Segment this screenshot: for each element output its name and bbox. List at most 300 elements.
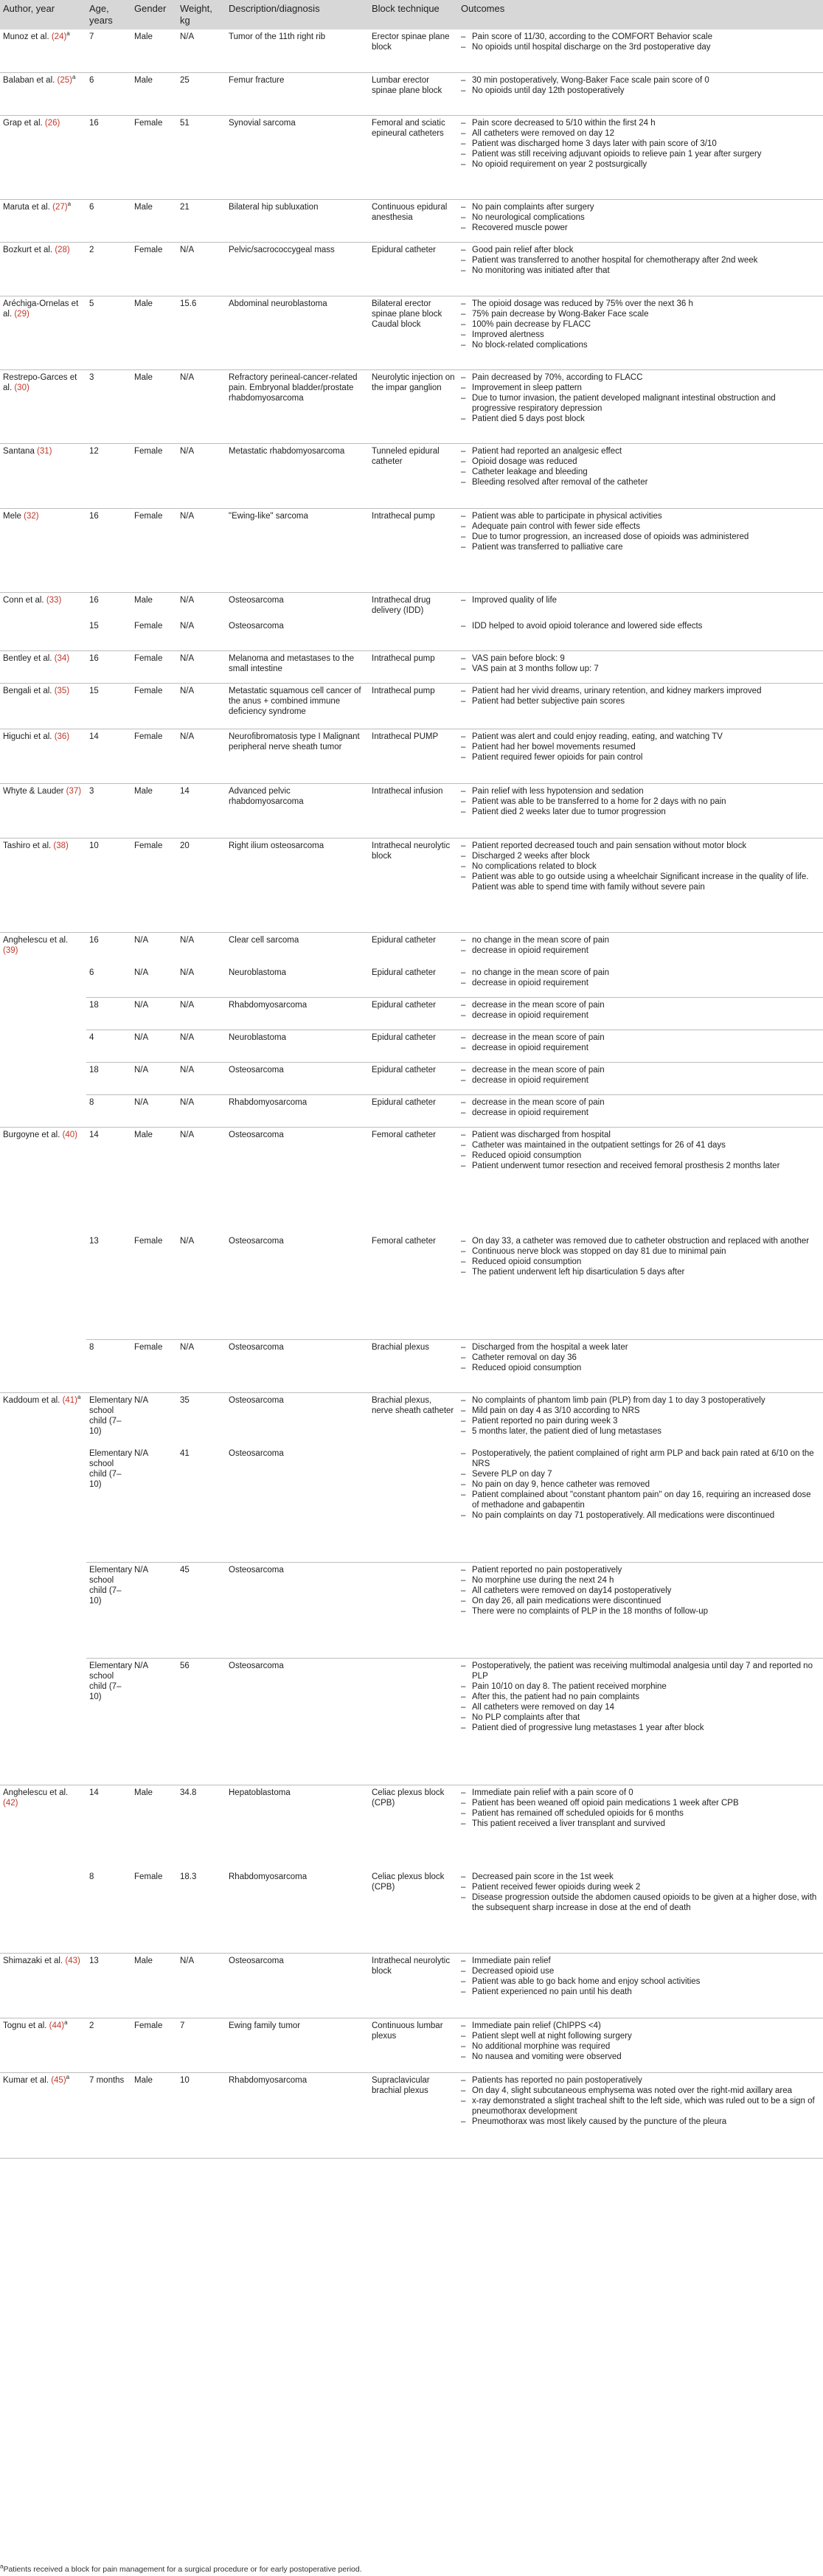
footnote-marker: a: [64, 2018, 68, 2026]
block-technique-cell: Epidural catheter: [372, 968, 436, 977]
outcomes-list: [461, 511, 820, 552]
table-row: [0, 1785, 823, 1869]
outcomes-list: [461, 1448, 820, 1521]
author-cell: [0, 115, 86, 199]
reference-link[interactable]: (28): [55, 245, 70, 254]
author-cell: [0, 2072, 86, 2158]
age-cell: 14: [89, 1788, 99, 1797]
outcomes-cell: [458, 1094, 823, 1127]
gender-cell: Female: [134, 245, 163, 254]
outcomes-list: [461, 245, 820, 276]
table-row: [0, 1445, 823, 1562]
table-row: [0, 1062, 823, 1094]
age-cell: 16: [89, 595, 99, 605]
outcome-item: – Continuous nerve block was stopped on day 81 due to minimal pain: [461, 1246, 820, 1257]
outcome-item: – Reduced opioid consumption: [461, 1363, 820, 1373]
reference-link[interactable]: (31): [37, 446, 52, 456]
diagnosis-cell: "Ewing-like" sarcoma: [229, 511, 308, 521]
weight-cell: N/A: [180, 595, 195, 605]
outcomes-cell: [458, 1869, 823, 1953]
block-technique-cell: Celiac plexus block (CPB): [372, 1872, 445, 1892]
reference-link[interactable]: (30): [14, 383, 29, 392]
outcomes-list: [461, 446, 820, 487]
outcome-item: – No complications related to block: [461, 861, 820, 872]
outcome-item: – No opioids until day 12th postoperatively: [461, 86, 820, 96]
gender-cell: Male: [134, 372, 153, 382]
age-cell: 2: [89, 2021, 94, 2030]
table-row: [0, 443, 823, 508]
outcome-item: – Patient reported decreased touch and pain sensation without motor block: [461, 841, 820, 851]
outcomes-cell: [458, 1030, 823, 1062]
outcomes-list: [461, 841, 820, 892]
gender-cell: Male: [134, 2075, 153, 2085]
block-technique-cell: Femoral and sciatic epineural catheters: [372, 118, 445, 138]
outcomes-list: [461, 1565, 820, 1617]
outcomes-cell: [458, 2018, 823, 2072]
gender-cell: N/A: [134, 935, 149, 945]
outcome-item: – No opioid requirement on year 2 postsurgically: [461, 159, 820, 170]
outcomes-list: [461, 75, 820, 96]
table-row: [0, 1562, 823, 1658]
outcomes-list: [461, 1661, 820, 1733]
outcomes-list: [461, 935, 820, 956]
outcomes-cell: [458, 592, 823, 618]
table-row: [0, 1094, 823, 1127]
block-technique-cell: Intrathecal infusion: [372, 786, 443, 796]
block-technique-cell: [369, 1562, 458, 1658]
diagnosis-cell: Neurofibromatosis type I Malignant peripheral nerve sheath tumor: [229, 732, 360, 751]
author-cell: [0, 932, 86, 1127]
reference-link[interactable]: (33): [46, 595, 62, 605]
author-name: Kumar et al.: [3, 2075, 52, 2085]
diagnosis-cell: Rhabdomyosarcoma: [229, 1000, 308, 1010]
age-cell: 6: [89, 75, 94, 85]
outcome-item: – decrease in opioid requirement: [461, 945, 820, 956]
age-cell: Elementary school child (7–10): [89, 1565, 133, 1605]
diagnosis-cell: Neuroblastoma: [229, 1032, 286, 1042]
outcome-item: – Patient reported no pain during week 3: [461, 1416, 820, 1426]
outcomes-cell: [458, 369, 823, 443]
weight-cell: N/A: [180, 511, 195, 521]
reference-link[interactable]: (34): [54, 653, 70, 663]
age-cell: 10: [89, 841, 99, 850]
gender-cell: Male: [134, 1956, 153, 1965]
gender-cell: Male: [134, 595, 153, 605]
outcomes-list: [461, 202, 820, 233]
outcome-item: – Patient died 5 days post block: [461, 414, 820, 424]
outcomes-list: [461, 1000, 820, 1021]
outcomes-cell: [458, 2072, 823, 2158]
table-row: [0, 1127, 823, 1233]
header-age: Age, years: [86, 0, 131, 29]
outcomes-cell: [458, 997, 823, 1030]
reference-link[interactable]: (36): [54, 732, 70, 741]
outcome-item: – No neurological complications: [461, 212, 820, 223]
outcome-item: – Patient died of progressive lung metastases 1 year after block: [461, 1723, 820, 1733]
age-cell: 16: [89, 935, 99, 945]
gender-cell: Male: [134, 299, 153, 308]
reference-link[interactable]: (40): [62, 1130, 78, 1139]
outcome-item: – Patient underwent tumor resection and received femoral prosthesis 2 months later: [461, 1161, 820, 1171]
weight-cell: 56: [180, 1661, 190, 1670]
outcome-item: – Immediate pain relief with a pain score of 0: [461, 1788, 820, 1798]
author-name: Whyte & Lauder: [3, 786, 66, 796]
reference-link[interactable]: (38): [53, 841, 69, 850]
outcome-item: – Patient was able to go back home and enjoy school activities: [461, 1976, 820, 1987]
reference-link[interactable]: (44): [49, 2021, 65, 2030]
table-row: [0, 369, 823, 443]
outcome-item: – No opioids until hospital discharge on the 3rd postoperative day: [461, 42, 820, 52]
block-technique-cell: Intrathecal pump: [372, 686, 435, 695]
outcome-item: – VAS pain at 3 months follow up: 7: [461, 664, 820, 674]
reference-link[interactable]: (32): [24, 511, 39, 521]
gender-cell: Female: [134, 1236, 163, 1246]
outcomes-list: [461, 1236, 820, 1277]
reference-link[interactable]: (35): [54, 686, 70, 695]
diagnosis-cell: Rhabdomyosarcoma: [229, 2075, 308, 2085]
age-cell: 18: [89, 1065, 99, 1075]
block-technique-cell: Continuous lumbar plexus: [372, 2021, 443, 2041]
author-cell: [0, 1953, 86, 2018]
outcome-item: – decrease in opioid requirement: [461, 1043, 820, 1053]
block-technique-cell: Intrathecal pump: [372, 653, 435, 663]
author-name: Higuchi et al.: [3, 732, 55, 741]
outcome-item: – Patient was still receiving adjuvant opioids to relieve pain 1 year after surgery: [461, 149, 820, 159]
outcomes-list: [461, 1065, 820, 1086]
age-cell: 13: [89, 1956, 99, 1965]
outcomes-cell: [458, 443, 823, 508]
outcome-item: – Patient had better subjective pain scores: [461, 696, 820, 707]
author-cell: [0, 783, 86, 838]
block-technique-cell: Femoral catheter: [372, 1236, 436, 1246]
author-name: Anghelescu et al.: [3, 1788, 69, 1797]
outcome-item: – Patient received fewer opioids during week 2: [461, 1882, 820, 1892]
outcome-item: – Good pain relief after block: [461, 245, 820, 255]
weight-cell: N/A: [180, 1956, 195, 1965]
reference-link[interactable]: (25): [57, 75, 72, 85]
gender-cell: Female: [134, 2021, 163, 2030]
age-cell: 13: [89, 1236, 99, 1246]
author-cell: [0, 443, 86, 508]
outcome-item: – Postoperatively, the patient complained of right arm PLP and back pain rated at 6/10 on the NRS: [461, 1448, 820, 1469]
age-cell: 7 months: [89, 2075, 125, 2085]
outcomes-list: [461, 299, 820, 350]
outcomes-list: [461, 32, 820, 52]
gender-cell: N/A: [134, 1661, 149, 1670]
reference-link[interactable]: (27): [52, 202, 68, 212]
author-cell: [0, 838, 86, 932]
author-name: Anghelescu et al.: [3, 935, 69, 945]
outcome-item: – Catheter removal on day 36: [461, 1353, 820, 1363]
block-technique-cell: Epidural catheter: [372, 1065, 436, 1075]
outcome-item: – Pain 10/10 on day 8. The patient received morphine: [461, 1681, 820, 1692]
diagnosis-cell: Neuroblastoma: [229, 968, 286, 977]
gender-cell: Female: [134, 118, 163, 128]
author-name: Aréchiga-Ornelas et al.: [3, 299, 79, 319]
table-row: [0, 965, 823, 997]
outcome-item: – The opioid dosage was reduced by 75% over the next 36 h: [461, 299, 820, 309]
block-technique-cell: Neurolytic injection on the impar ganglion: [372, 372, 455, 392]
weight-cell: N/A: [180, 1130, 195, 1139]
outcomes-list: [461, 372, 820, 424]
diagnosis-cell: Osteosarcoma: [229, 1236, 284, 1246]
outcomes-cell: [458, 1392, 823, 1445]
block-technique-cell: Femoral catheter: [372, 1130, 436, 1139]
weight-cell: 51: [180, 118, 190, 128]
outcome-item: – Opioid dosage was reduced: [461, 456, 820, 467]
outcomes-list: [461, 1130, 820, 1171]
outcome-item: – All catheters were removed on day 12: [461, 128, 820, 139]
outcome-item: – Patient had reported an analgesic effect: [461, 446, 820, 456]
reference-link[interactable]: (24): [51, 32, 67, 41]
block-technique-cell: Intrathecal PUMP: [372, 732, 439, 741]
outcome-item: – x-ray demonstrated a slight tracheal shift to the left side, which was ruled out to be a sign of pneumothorax development: [461, 2096, 820, 2117]
outcome-item: – VAS pain before block: 9: [461, 653, 820, 664]
author-cell: [0, 1392, 86, 1785]
outcome-item: – Pain score decreased to 5/10 within the first 24 h: [461, 118, 820, 128]
header-weight: Weight, kg: [177, 0, 226, 29]
table-row: [0, 650, 823, 683]
outcome-item: – All catheters were removed on day 14: [461, 1702, 820, 1712]
outcome-item: – No pain complaints on day 71 postoperatively. All medications were discontinued: [461, 1510, 820, 1521]
author-cell: [0, 72, 86, 115]
outcome-item: – 5 months later, the patient died of lung metastases: [461, 1426, 820, 1437]
outcome-item: – Discharged from the hospital a week later: [461, 1342, 820, 1353]
outcome-item: – Improved quality of life: [461, 595, 820, 605]
outcomes-cell: [458, 618, 823, 650]
outcome-item: – Postoperatively, the patient was receiving multimodal analgesia until day 7 and reported no PLP: [461, 1661, 820, 1681]
outcomes-cell: [458, 1562, 823, 1658]
author-cell: [0, 508, 86, 592]
outcome-item: – decrease in opioid requirement: [461, 1075, 820, 1086]
outcome-item: – Patient was alert and could enjoy reading, eating, and watching TV: [461, 732, 820, 742]
outcome-item: – Decreased pain score in the 1st week: [461, 1872, 820, 1882]
table-row: [0, 242, 823, 296]
outcomes-cell: [458, 1785, 823, 1869]
age-cell: 6: [89, 968, 94, 977]
gender-cell: N/A: [134, 1448, 149, 1458]
weight-cell: 35: [180, 1395, 190, 1405]
weight-cell: 20: [180, 841, 190, 850]
outcome-item: – no change in the mean score of pain: [461, 935, 820, 945]
header-author: Author, year: [0, 0, 86, 29]
outcome-item: – Patient has been weaned off opioid pain medications 1 week after CPB: [461, 1798, 820, 1808]
outcome-item: – Reduced opioid consumption: [461, 1150, 820, 1161]
diagnosis-cell: Bilateral hip subluxation: [229, 202, 319, 212]
author-name: Shimazaki et al.: [3, 1956, 66, 1965]
outcome-item: – 100% pain decrease by FLACC: [461, 319, 820, 330]
diagnosis-cell: Ewing family tumor: [229, 2021, 301, 2030]
outcomes-cell: [458, 932, 823, 965]
outcome-item: – Severe PLP on day 7: [461, 1469, 820, 1479]
table-row: [0, 115, 823, 199]
outcome-item: – Due to tumor progression, an increased dose of opioids was administered: [461, 532, 820, 542]
age-cell: 14: [89, 732, 99, 741]
outcome-item: – Catheter leakage and bleeding: [461, 467, 820, 477]
outcome-item: – Discharged 2 weeks after block: [461, 851, 820, 861]
diagnosis-cell: Osteosarcoma: [229, 1661, 284, 1670]
gender-cell: N/A: [134, 968, 149, 977]
block-technique-cell: Supraclavicular brachial plexus: [372, 2075, 430, 2095]
weight-cell: N/A: [180, 621, 195, 631]
outcome-item: – No PLP complaints after that: [461, 1712, 820, 1723]
diagnosis-cell: Osteosarcoma: [229, 1395, 284, 1405]
age-cell: 3: [89, 372, 94, 382]
age-cell: 12: [89, 446, 99, 456]
outcome-item: – decrease in the mean score of pain: [461, 1097, 820, 1108]
weight-cell: N/A: [180, 372, 195, 382]
author-name: Bengali et al.: [3, 686, 55, 695]
block-technique-cell: Epidural catheter: [372, 245, 436, 254]
diagnosis-cell: Osteosarcoma: [229, 1065, 284, 1075]
weight-cell: N/A: [180, 32, 195, 41]
age-cell: 2: [89, 245, 94, 254]
reference-link[interactable]: (43): [65, 1956, 80, 1965]
reference-link[interactable]: (26): [44, 118, 60, 128]
weight-cell: N/A: [180, 653, 195, 663]
table-row: [0, 683, 823, 729]
author-name: Munoz et al.: [3, 32, 52, 41]
age-cell: 15: [89, 686, 99, 695]
gender-cell: Female: [134, 841, 163, 850]
gender-cell: Female: [134, 653, 163, 663]
outcomes-list: [461, 732, 820, 763]
block-technique-cell: Brachial plexus, nerve sheath catheter: [372, 1395, 454, 1415]
gender-cell: Female: [134, 686, 163, 695]
table-row: [0, 592, 823, 618]
age-cell: 15: [89, 621, 99, 631]
weight-cell: N/A: [180, 686, 195, 695]
weight-cell: N/A: [180, 1097, 195, 1107]
outcomes-list: [461, 968, 820, 988]
author-cell: [0, 729, 86, 783]
block-technique-cell: Intrathecal neurolytic block: [372, 1956, 451, 1976]
outcome-item: – Patient has remained off scheduled opioids for 6 months: [461, 1808, 820, 1819]
outcomes-list: [461, 1872, 820, 1913]
outcome-item: – Patient died 2 weeks later due to tumor progression: [461, 807, 820, 817]
weight-cell: N/A: [180, 1032, 195, 1042]
header-block-technique: Block technique: [369, 0, 458, 29]
outcomes-cell: [458, 1127, 823, 1233]
table-footnote: [0, 2565, 362, 2575]
weight-cell: N/A: [180, 1065, 195, 1075]
outcome-item: – This patient received a liver transplant and survived: [461, 1819, 820, 1829]
weight-cell: N/A: [180, 732, 195, 741]
outcome-item: – Improvement in sleep pattern: [461, 383, 820, 393]
diagnosis-cell: Hepatoblastoma: [229, 1788, 291, 1797]
block-technique-cell: [369, 1658, 458, 1785]
weight-cell: N/A: [180, 968, 195, 977]
reference-link[interactable]: (42): [3, 1798, 18, 1808]
author-name: Grap et al.: [3, 118, 45, 128]
outcomes-cell: [458, 1658, 823, 1785]
outcome-item: – No complaints of phantom limb pain (PLP) from day 1 to day 3 postoperatively: [461, 1395, 820, 1406]
weight-cell: 21: [180, 202, 190, 212]
gender-cell: Female: [134, 1342, 163, 1352]
block-technique-cell: Intrathecal drug delivery (IDD): [372, 595, 431, 615]
outcomes-list: [461, 118, 820, 170]
outcome-item: – Pain score of 11/30, according to the COMFORT Behavior scale: [461, 32, 820, 42]
diagnosis-cell: Metastatic squamous cell cancer of the anus + combined immune deficiency syndrome: [229, 686, 361, 716]
outcome-item: – Patient was transferred to palliative care: [461, 542, 820, 552]
reference-link[interactable]: (45): [51, 2075, 66, 2085]
footnote-marker: a: [67, 200, 72, 207]
outcome-item: – No morphine use during the next 24 h: [461, 1575, 820, 1586]
block-technique-cell: Lumbar erector spinae plane block: [372, 75, 442, 95]
outcome-item: – Patient had her bowel movements resumed: [461, 742, 820, 752]
outcome-item: – Patients has reported no pain postoperatively: [461, 2075, 820, 2086]
outcome-item: – Patient had her vivid dreams, urinary retention, and kidney markers improved: [461, 686, 820, 696]
table-row: [0, 1030, 823, 1062]
table-row: [0, 783, 823, 838]
gender-cell: Female: [134, 511, 163, 521]
author-name: Bozkurt et al.: [3, 245, 55, 254]
gender-cell: N/A: [134, 1395, 149, 1405]
age-cell: 8: [89, 1872, 94, 1881]
outcomes-cell: [458, 29, 823, 72]
block-technique-cell: Epidural catheter: [372, 1097, 436, 1107]
reference-link[interactable]: (41): [62, 1395, 78, 1405]
diagnosis-cell: Osteosarcoma: [229, 1342, 284, 1352]
outcome-item: – Patient was discharged home 3 days later with pain score of 3/10: [461, 139, 820, 149]
block-technique-cell: Epidural catheter: [372, 1000, 436, 1010]
outcomes-list: [461, 2075, 820, 2127]
outcomes-list: [461, 1788, 820, 1829]
weight-cell: 7: [180, 2021, 185, 2030]
footnote-marker: a: [77, 1393, 81, 1400]
diagnosis-cell: Rhabdomyosarcoma: [229, 1872, 308, 1881]
age-cell: 8: [89, 1342, 94, 1352]
block-technique-cell: Epidural catheter: [372, 1032, 436, 1042]
author-cell: [0, 2018, 86, 2072]
diagnosis-cell: Rhabdomyosarcoma: [229, 1097, 308, 1107]
table-row: [0, 729, 823, 783]
author-name: Kaddoum et al.: [3, 1395, 63, 1405]
block-technique-cell: Tunneled epidural catheter: [372, 446, 440, 466]
author-cell: [0, 242, 86, 296]
outcome-item: – Patient was discharged from hospital: [461, 1130, 820, 1140]
reference-link[interactable]: (39): [3, 945, 18, 955]
outcomes-cell: [458, 838, 823, 932]
table-row: [0, 199, 823, 242]
table-row: [0, 2018, 823, 2072]
block-technique-cell: Brachial plexus: [372, 1342, 429, 1352]
outcome-item: – Patient slept well at night following surgery: [461, 2031, 820, 2041]
weight-cell: N/A: [180, 1236, 195, 1246]
author-name: Burgoyne et al.: [3, 1130, 63, 1139]
gender-cell: Female: [134, 621, 163, 631]
age-cell: 4: [89, 1032, 94, 1042]
outcome-item: – 75% pain decrease by Wong-Baker Face scale: [461, 309, 820, 319]
outcome-item: – Reduced opioid consumption: [461, 1257, 820, 1267]
weight-cell: N/A: [180, 1342, 195, 1352]
outcomes-cell: [458, 729, 823, 783]
weight-cell: N/A: [180, 446, 195, 456]
outcome-item: – No additional morphine was required: [461, 2041, 820, 2052]
reference-link[interactable]: (37): [66, 786, 82, 796]
outcome-item: – Decreased opioid use: [461, 1966, 820, 1976]
weight-cell: N/A: [180, 935, 195, 945]
block-technique-cell: Continuous epidural anesthesia: [372, 202, 448, 222]
age-cell: Elementary school child (7–10): [89, 1448, 133, 1489]
outcomes-cell: [458, 1445, 823, 1562]
table-row: [0, 296, 823, 369]
outcome-item: – Immediate pain relief (ChIPPS <4): [461, 2021, 820, 2031]
gender-cell: Female: [134, 1872, 163, 1881]
reference-link[interactable]: (29): [14, 309, 29, 319]
outcomes-cell: [458, 1062, 823, 1094]
outcomes-cell: [458, 72, 823, 115]
